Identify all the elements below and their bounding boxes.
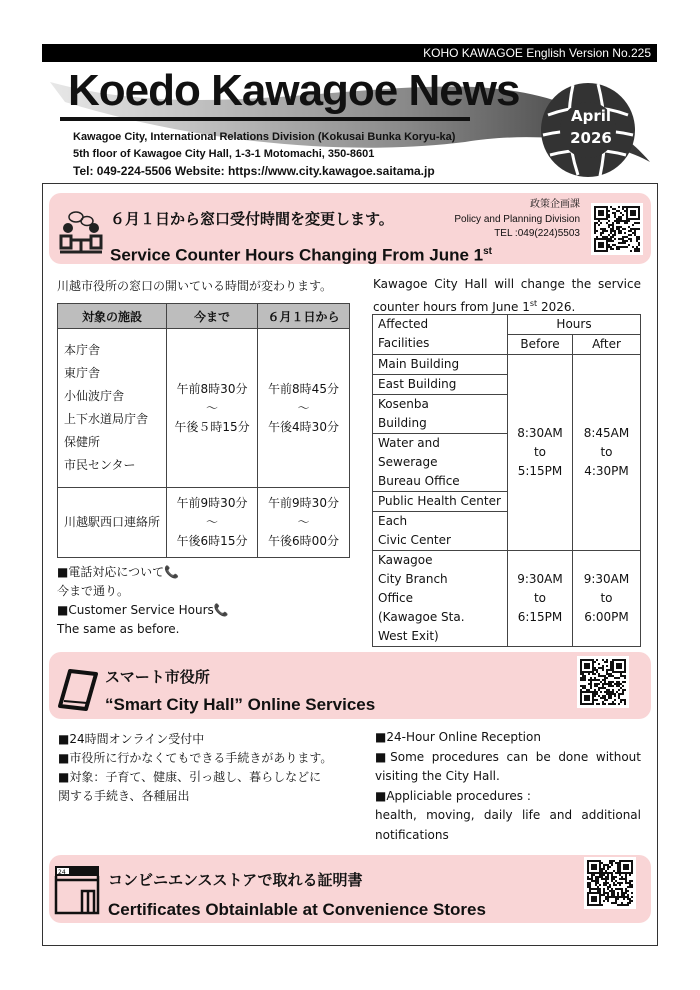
issue-bar <box>42 44 657 62</box>
address-line: 5th floor of Kawagoe City Hall, 1-3-1 Motomachi, 350-8601 <box>73 148 375 160</box>
facility-cell: East Building <box>373 375 508 395</box>
column-header: After <box>573 335 641 355</box>
facility-line: Civic Center <box>378 533 451 547</box>
time: 5:15PM <box>517 464 563 478</box>
phone-jp-title: ■電話対応について <box>57 565 165 579</box>
issue-date <box>556 105 626 149</box>
convenience-store-icon <box>54 865 100 915</box>
contact-line: Tel: 049-224-5506 Website: https://www.city.kawagoe.saitama.jp <box>73 164 435 178</box>
table-row <box>58 488 350 558</box>
facility-line: Office <box>378 591 414 605</box>
qr-code[interactable] <box>584 857 636 909</box>
meeting-people-icon <box>58 210 104 254</box>
text-line: ■Some procedures can be done without <box>375 749 641 764</box>
text-line: ■24-Hour Online Reception <box>375 730 541 744</box>
facility-cell: 川越駅西口連絡所 <box>58 488 167 558</box>
facility-line: (Kawagoe Sta. <box>378 610 465 624</box>
facility-line: Kawagoe <box>378 553 433 567</box>
text-line: ■24時間オンライン受付中 <box>58 732 205 746</box>
phone-jp-text: 今まで通り。 <box>57 584 130 598</box>
facility-line: Kosenba <box>378 397 429 411</box>
text-line: 関する手続き、各種届出 <box>58 789 190 803</box>
time: 9:30AM <box>517 572 563 586</box>
hours-table-jp <box>57 303 350 558</box>
facility-cell <box>373 551 508 647</box>
time-sep: to <box>600 445 613 459</box>
intro-jp: 川越市役所の窓口の開いている時間が変わります。 <box>57 279 333 293</box>
time-sep: to <box>600 591 613 605</box>
time: 午後4時30分 <box>268 419 339 434</box>
facility-cell: Main Building <box>373 355 508 375</box>
column-header: 今まで <box>167 304 258 329</box>
facility: 上下水道局庁舎 <box>64 412 149 426</box>
after-cell <box>258 329 350 488</box>
hours-table-en <box>372 314 641 647</box>
division-jp: 政策企画課 <box>530 199 580 210</box>
intro-en-1: Kawagoe City Hall will change the service <box>373 277 641 291</box>
time: 午後５時15分 <box>174 419 250 434</box>
newsletter-title: Koedo Kawagoe News <box>68 66 520 115</box>
time-sep: ～ <box>297 515 310 529</box>
phone-en-title: ■Customer Service Hours <box>57 603 214 617</box>
after-cell <box>573 355 641 551</box>
facility-cell <box>58 329 167 488</box>
issue-month: April <box>570 107 612 125</box>
section3-title-en: Certificates Obtainlable at Convenience Stores <box>108 900 486 919</box>
intro-en-2: counter hours from June 1st 2026. <box>373 299 576 314</box>
time-sep: ～ <box>205 400 218 415</box>
time: 午後6時15分 <box>176 534 248 548</box>
text-line: visiting the City Hall. <box>375 769 500 783</box>
facility: 小仙波庁舎 <box>64 389 125 403</box>
before-cell <box>167 329 258 488</box>
facility-cell <box>373 434 508 492</box>
facility: 市民センター <box>64 458 136 472</box>
text-line: health, moving, daily life and additional <box>375 808 641 822</box>
division-en: Policy and Planning Division <box>454 214 580 225</box>
smart-city-en <box>375 728 641 845</box>
time: 8:30AM <box>517 426 563 440</box>
text-line: ■対象：子育て、健康、引っ越し、暮らしなどに <box>58 770 322 784</box>
facility: 東庁舎 <box>64 366 101 380</box>
smartphone-icon <box>56 668 100 712</box>
column-header: Facilities <box>378 336 430 350</box>
time: 8:45AM <box>583 426 630 440</box>
column-header: 対象の施設 <box>58 304 167 329</box>
text-line: ■市役所に行かなくてもできる手続きがあります。 <box>58 751 333 765</box>
column-header: ６月１日から <box>258 304 350 329</box>
issue-label: KOHO KAWAGOE English Version No.225 <box>423 46 651 60</box>
facility-cell <box>373 395 508 434</box>
time: 6:00PM <box>584 610 629 624</box>
column-header: Affected <box>378 317 429 331</box>
column-header: Hours <box>508 315 641 335</box>
time: 午前8時30分 <box>176 381 248 396</box>
qr-code[interactable] <box>577 656 629 708</box>
text-line: notifications <box>375 827 449 842</box>
time: 9:30AM <box>583 572 630 586</box>
facility-line: West Exit) <box>378 629 439 643</box>
time-sep: to <box>533 445 547 459</box>
time: 午前9時30分 <box>268 496 339 510</box>
before-cell <box>167 488 258 558</box>
facility: 保健所 <box>64 435 101 449</box>
facility-line: Water and <box>378 436 440 450</box>
section2-title-en: “Smart City Hall” Online Services <box>105 695 376 714</box>
time: 4:30PM <box>584 464 629 478</box>
time-sep: ～ <box>297 400 310 415</box>
phone-notes <box>57 563 229 639</box>
time: 午前8時45分 <box>268 381 339 396</box>
before-cell <box>508 551 573 647</box>
after-cell <box>258 488 350 558</box>
time-sep: to <box>533 591 547 605</box>
time: 午前9時30分 <box>176 496 248 510</box>
facility-line: Each <box>378 514 408 528</box>
facility-line: City Branch <box>378 572 448 586</box>
store-label: 24 <box>58 869 66 876</box>
facility-cell: Public Health Center <box>373 492 508 512</box>
before-cell <box>508 355 573 551</box>
section2-title-jp: スマート市役所 <box>105 668 210 686</box>
table-row <box>373 355 641 375</box>
time: 午後6時00分 <box>268 534 339 548</box>
section1-title-en: Service Counter Hours Changing From June 1st <box>110 245 493 265</box>
facility-cell <box>373 512 508 551</box>
division-tel: TEL :049(224)5503 <box>494 228 580 239</box>
phone-en-text: The same as before. <box>57 622 180 636</box>
section3-title-jp: コンビニエンスストアで取れる証明書 <box>108 871 363 889</box>
table-row <box>58 329 350 488</box>
smart-city-jp <box>58 730 332 806</box>
phone-icon: 📞 <box>164 565 180 579</box>
time-sep: ～ <box>205 515 218 529</box>
facility: 本庁舎 <box>64 343 101 357</box>
facility-line: Bureau Office <box>378 474 460 488</box>
column-header: Before <box>508 335 573 355</box>
table-row <box>373 551 641 647</box>
qr-code[interactable] <box>591 203 643 255</box>
section1-title-jp: ６月１日から窓口受付時間を変更します。 <box>110 210 394 228</box>
after-cell <box>573 551 641 647</box>
address-line: Kawagoe City, International Relations Division (Kokusai Bunka Koryu-ka) <box>73 131 456 143</box>
time: 6:15PM <box>517 610 563 624</box>
phone-icon: 📞 <box>213 603 229 617</box>
text-line: ■Appliciable procedures : <box>375 788 531 803</box>
issue-year: 2026 <box>570 129 612 147</box>
facility-line: Sewerage <box>378 455 438 469</box>
facility-line: Building <box>378 416 427 430</box>
